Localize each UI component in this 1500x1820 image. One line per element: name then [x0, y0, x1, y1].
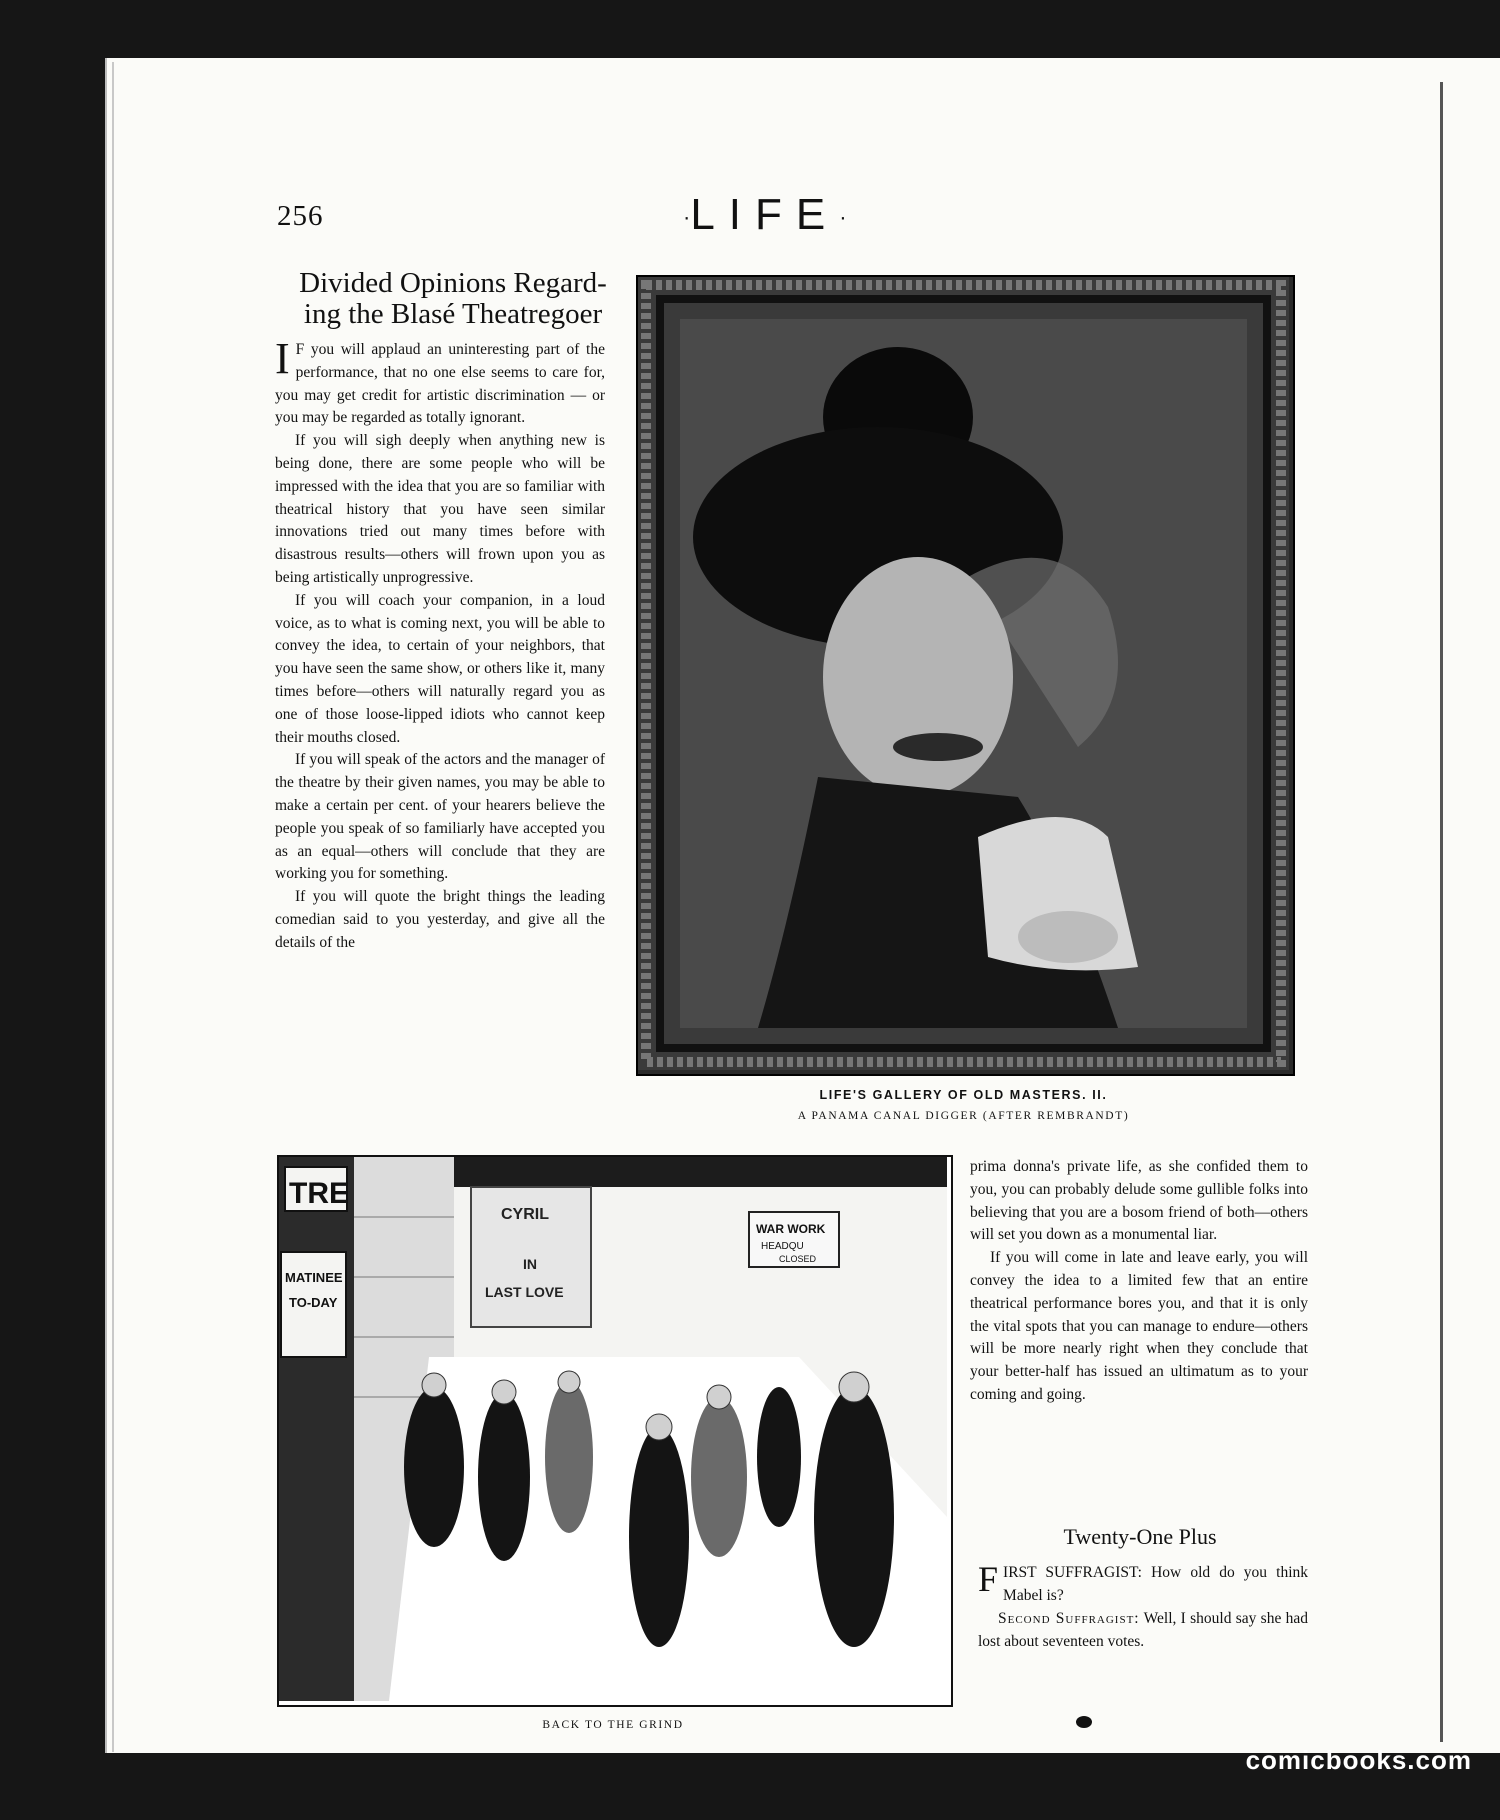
article-paragraph-2: If you will sigh deeply when anything new is being done, there are some people who will be impressed with the idea that you are so familiar with theatrical history that you have seen similar innovations tried out many times before with disastrous results—others will frown upon you as being artistically unprogressive. [275, 432, 605, 586]
portrait-caption-title: LIFE'S GALLERY OF OLD MASTERS. II. [819, 1088, 1108, 1102]
street-scene-caption: BACK TO THE GRIND [542, 1719, 684, 1731]
masthead-title: LIFE [690, 190, 840, 239]
sign-war-work: WAR WORK [756, 1222, 826, 1236]
article-title-line2: ing the Blasé Theatregoer [303, 298, 603, 330]
street-scene-illustration [277, 1155, 953, 1707]
drop-cap: I [275, 334, 290, 383]
next-page-edge [1440, 82, 1443, 1742]
masthead [683, 190, 847, 240]
article-title-line1: Divided Opinions Regard- [299, 267, 607, 299]
sign-closed: CLOSED [779, 1254, 817, 1264]
dialogue-line-1 [978, 1561, 1308, 1607]
sign-theatre: TRE [289, 1177, 349, 1210]
ink-blot [1076, 1716, 1092, 1728]
portrait-illustration [636, 275, 1295, 1076]
article-title [273, 268, 633, 330]
street-scene-drawing [279, 1157, 947, 1701]
article-paragraph-1-text: F you will applaud an uninteresting part of the performance, that no one else seems to care for, you may get credit for artistic discrimination — or you may be regarded as totally ignorant. [275, 341, 605, 427]
speaker-2: Second Suffragist: [998, 1610, 1140, 1627]
speaker-1: IRST SUFFRAGIST: [1003, 1564, 1142, 1581]
article-paragraph-5-start: If you will quote the bright things the leading comedian said to you yesterday, and give all the details of the [275, 888, 605, 951]
sidebar-dialogue [978, 1561, 1308, 1653]
sidebar-drop-cap: F [978, 1559, 999, 1599]
article-paragraph-6: If you will come in late and leave early, you will convey the idea to a limited few that an entire theatrical performance bores you, and that it is only the vital spots that you can manage to endure—others will be more nearly right when they conclude that your better-half has issued an ultimatum as to your coming and going. [970, 1249, 1308, 1403]
sign-headquarters: HEADQU [761, 1241, 804, 1252]
article-paragraph-5-end: prima donna's private life, as she confided them to you, you can probably delude some gullible folks into believing that you are a bosom friend of both—others will set you down as a monumental liar. [970, 1158, 1308, 1244]
page-gutter [112, 62, 114, 1752]
dialogue-line-2 [978, 1607, 1308, 1653]
sidebar-title: Twenty-One Plus [1063, 1524, 1217, 1549]
article-paragraph-3: If you will coach your companion, in a loud voice, as to what is coming next, you will be able to convey the idea, to certain of your neighbors, that you have seen the same show, or others like it, many times before—others will naturally regard you as one of those loose-lipped idiots who cannot keep their mouths closed. [275, 591, 605, 746]
article-paragraph-4: If you will speak of the actors and the manager of the theatre by their given names, you may be able to make a certain per cent. of your hearers believe the people you speak of so familiarly have accepted you as an equal—others will conclude that they are working you for something. [275, 751, 605, 883]
sign-cyril: CYRIL [501, 1206, 549, 1223]
article-paragraph-1 [275, 334, 605, 430]
speaker-1-text: How old do you think Mabel is? [1003, 1564, 1309, 1604]
article-column-right [970, 1156, 1308, 1407]
article-column-left [275, 334, 605, 955]
sign-matinee: MATINEE [285, 1270, 343, 1285]
portrait-drawing [638, 277, 1289, 1070]
portrait-caption-subtitle: A PANAMA CANAL DIGGER (AFTER REMBRANDT) [797, 1110, 1130, 1122]
page-number: 256 [277, 200, 324, 232]
watermark: comicbooks.com [1245, 1745, 1472, 1775]
speaker-2-text: Well, I should say she had lost about seventeen votes. [978, 1610, 1308, 1650]
masthead-dot-right: · [839, 204, 847, 230]
sign-in: IN [523, 1256, 537, 1272]
sign-today: TO-DAY [289, 1295, 338, 1310]
masthead-dot-left: · [683, 204, 691, 230]
sign-last-love: LAST LOVE [485, 1284, 564, 1300]
